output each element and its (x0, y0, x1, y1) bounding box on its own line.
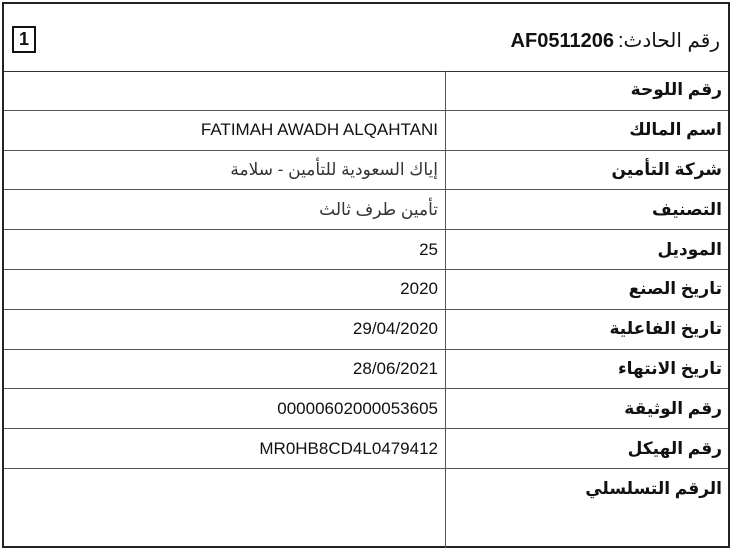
row-label: رقم الوثيقة (624, 398, 722, 418)
table-row-plate-number (4, 71, 728, 111)
row-label: تاريخ الانتهاء (617, 358, 722, 378)
accident-number-value: AF0511206 (510, 30, 614, 52)
row-value: 2020 (400, 279, 438, 299)
row-value: 00000602000053605 (277, 398, 438, 418)
row-label: اسم المالك (629, 120, 722, 140)
accident-number-title (511, 28, 720, 53)
row-label: شركة التأمين (611, 159, 722, 179)
table-row-owner-name (4, 111, 728, 151)
table-row-manufacture-year (4, 270, 728, 310)
table-row-insurance-company (4, 151, 728, 191)
row-value: 29/04/2020 (352, 319, 438, 339)
record-index-badge: 1 (12, 26, 36, 53)
row-value: 28/06/2021 (352, 358, 438, 378)
table-row-serial-number (4, 469, 728, 509)
table-row-expiry-date (4, 350, 728, 390)
row-label: الرقم التسلسلي (585, 478, 722, 498)
row-label: تاريخ الفاعلية (609, 319, 722, 339)
accident-number-label: :رقم الحادث (617, 30, 720, 52)
table-row-effective-date (4, 310, 728, 350)
row-value: MR0HB8CD4L0479412 (259, 438, 438, 458)
table-row-model (4, 230, 728, 270)
table-row-classification (4, 190, 728, 230)
row-label: التصنيف (651, 199, 722, 219)
row-value: تأمين طرف ثالث (319, 199, 438, 219)
vehicle-details-table (4, 71, 728, 509)
row-label: رقم الهيكل (627, 438, 722, 458)
accident-record-card (2, 2, 730, 548)
record-header (4, 4, 728, 72)
table-row-chassis-number (4, 429, 728, 469)
row-label: الموديل (657, 239, 722, 259)
row-value: 25 (419, 239, 438, 259)
row-label: رقم اللوحة (630, 80, 722, 100)
table-row-policy-number (4, 389, 728, 429)
row-value (8, 71, 438, 110)
row-value (8, 469, 438, 509)
row-value: إياك السعودية للتأمين - سلامة (230, 159, 438, 179)
row-value: FATIMAH AWADH ALQAHTANI (200, 120, 438, 140)
row-label: تاريخ الصنع (628, 279, 722, 299)
